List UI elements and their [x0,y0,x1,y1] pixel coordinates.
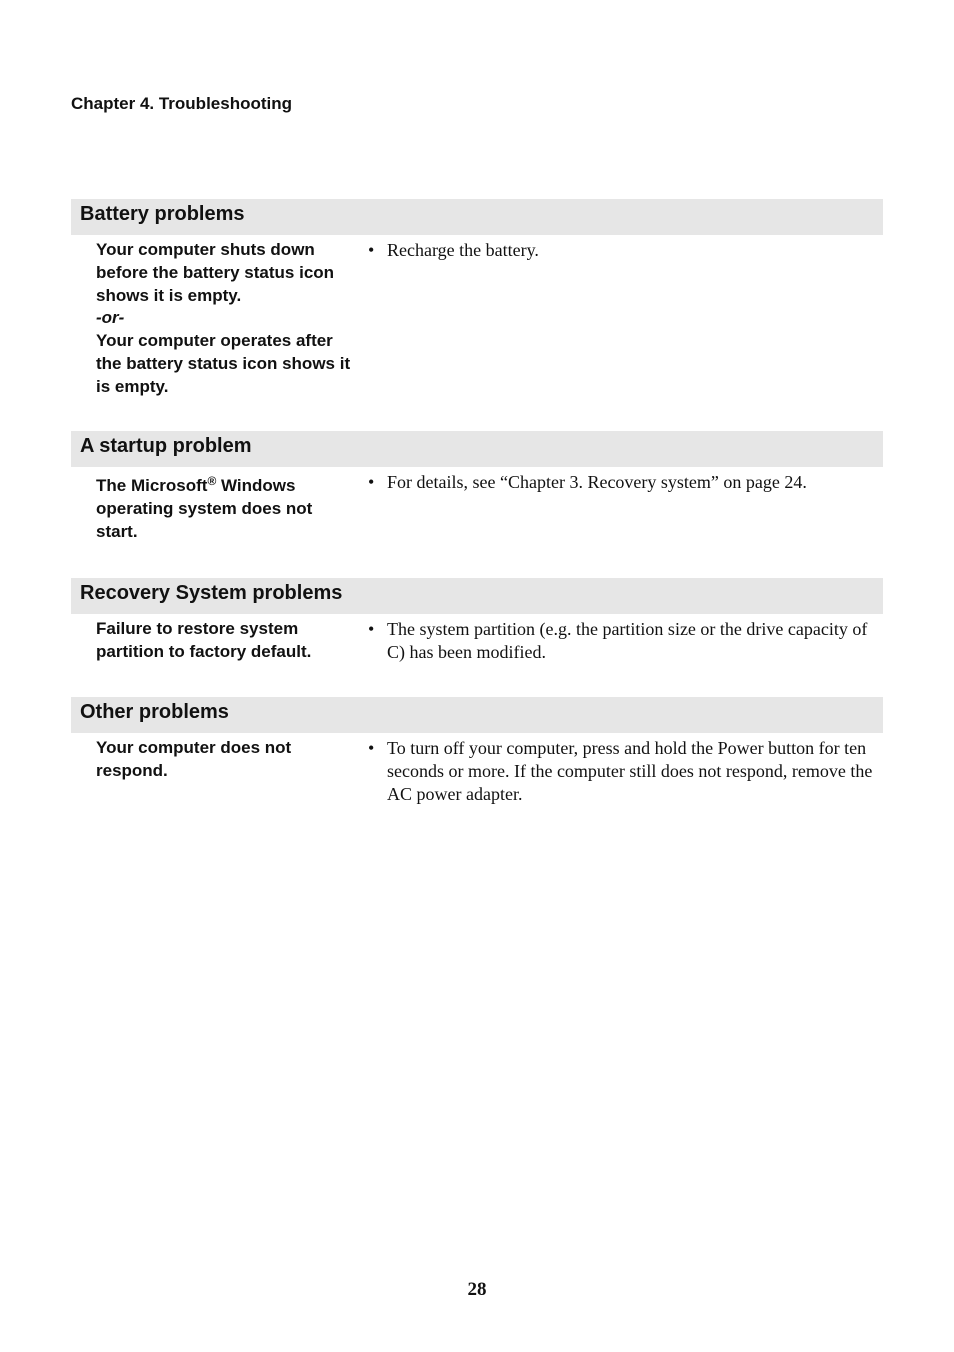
solution-battery [368,239,874,262]
solution-text: Recharge the battery. [387,240,539,260]
section-header-other: Other problems [71,697,883,733]
solution-startup [368,471,874,494]
or-separator: -or- [96,308,125,328]
page-number: 28 [467,1279,487,1300]
problem-text-post: Windows operating system does not start. [96,476,313,541]
section-header-recovery: Recovery System problems [71,578,883,614]
solution-text: To turn off your computer, press and hold the Power button for ten seconds or more. If the computer still does not respond, remove the AC power adapter. [387,738,873,804]
problem-other: Your computer does not respond. [96,738,292,780]
problem-startup [96,475,358,543]
chapter-title: Chapter 4. Troubleshooting [71,94,293,113]
section-header-startup: A startup problem [71,431,883,467]
problem-text: Your computer shuts down before the battery status icon shows it is empty. [96,240,335,305]
bullet-icon: • [368,240,375,260]
bullet-icon: • [368,472,375,492]
registered-mark: ® [207,474,217,488]
bullet-icon: • [368,619,375,639]
section-header-battery: Battery problems [71,199,883,235]
problem-battery [96,239,358,399]
solution-other [368,737,874,805]
problem-recovery: Failure to restore system partition to factory default. [96,619,312,661]
problem-text: Your computer operates after the battery status icon shows it is empty. [96,331,351,396]
solution-recovery [368,618,874,664]
problem-text-pre: The Microsoft [96,476,208,495]
solution-text: For details, see “Chapter 3. Recovery system” on page 24. [387,472,807,492]
bullet-icon: • [368,738,375,758]
solution-text: The system partition (e.g. the partition size or the drive capacity of C) has been modified. [387,619,868,662]
